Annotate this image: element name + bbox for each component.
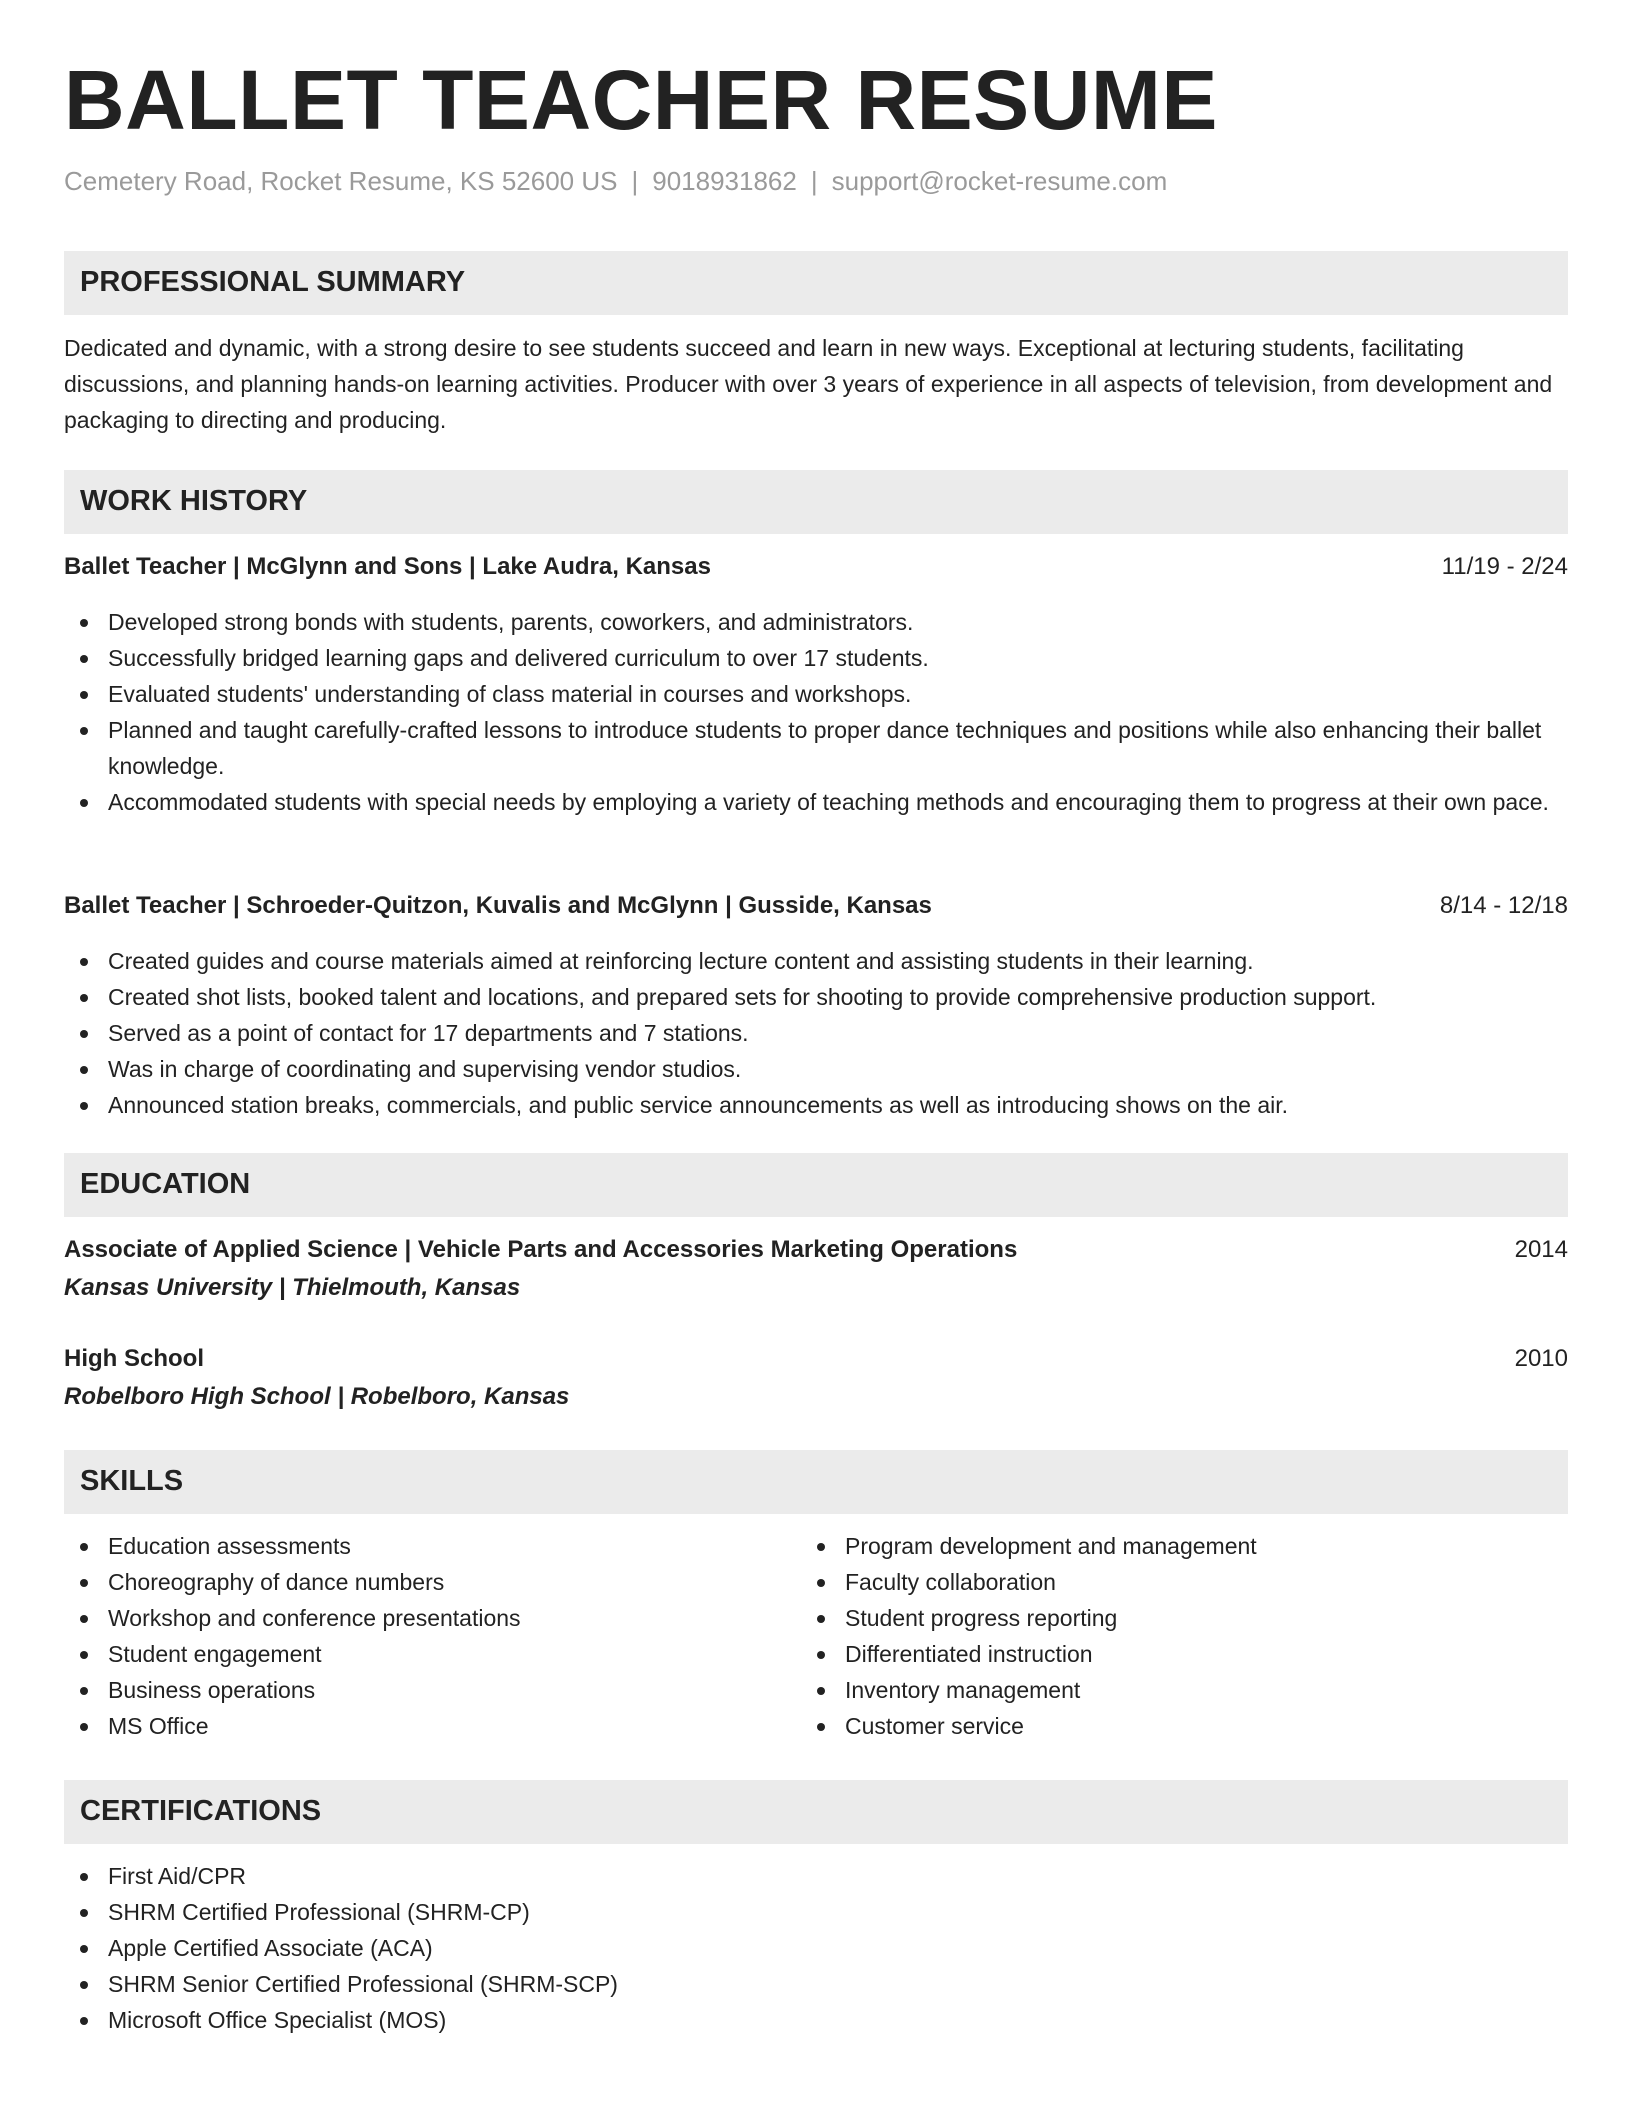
job-title: Ballet Teacher | Schroeder-Quitzon, Kuvalis and McGlynn | Gusside, Kansas (64, 892, 932, 919)
list-item: Accommodated students with special needs by employing a variety of teaching methods and encouraging them to progress at their own pace. (64, 784, 1568, 820)
list-item: Education assessments (64, 1528, 804, 1564)
list-item: MS Office (64, 1708, 804, 1744)
list-item: Choreography of dance numbers (64, 1564, 804, 1600)
list-item: Successfully bridged learning gaps and delivered curriculum to over 17 students. (64, 640, 1568, 676)
section-title-summary: PROFESSIONAL SUMMARY (80, 266, 466, 298)
education-year: 2010 (1514, 1345, 1568, 1372)
job-title: Ballet Teacher | McGlynn and Sons | Lake Audra, Kansas (64, 553, 711, 580)
list-item: Faculty collaboration (801, 1564, 1541, 1600)
section-header-summary (64, 251, 1568, 315)
education-entry-header (64, 1344, 1568, 1374)
list-item: Differentiated instruction (801, 1636, 1541, 1672)
list-item: Program development and management (801, 1528, 1541, 1564)
list-item: Apple Certified Associate (ACA) (64, 1930, 1568, 1966)
list-item: SHRM Certified Professional (SHRM-CP) (64, 1894, 1568, 1930)
list-item: Student engagement (64, 1636, 804, 1672)
section-header-education (64, 1153, 1568, 1217)
job-header (64, 891, 1568, 921)
education-year: 2014 (1514, 1236, 1568, 1263)
job-bullets (64, 943, 1568, 1123)
list-item: Workshop and conference presentations (64, 1600, 804, 1636)
certifications-list (64, 1858, 1568, 2038)
summary-text: Dedicated and dynamic, with a strong desire to see students succeed and learn in new ways. Exceptional at lecturing students, facilitating discussions, and planning hands-on learning activities. Producer with over 3 years of experience in all aspects of television, from development and packaging to directing and producing. (64, 335, 1553, 433)
contact-phone: 9018931862 (652, 166, 797, 196)
job-bullets (64, 604, 1568, 820)
list-item: SHRM Senior Certified Professional (SHRM-SCP) (64, 1966, 1568, 2002)
skills-list-right (801, 1528, 1541, 1744)
list-item: Microsoft Office Specialist (MOS) (64, 2002, 1568, 2038)
list-item: Customer service (801, 1708, 1541, 1744)
education-degree: Associate of Applied Science | Vehicle Parts and Accessories Marketing Operations (64, 1236, 1018, 1263)
section-header-skills (64, 1450, 1568, 1514)
education-school: Kansas University | Thielmouth, Kansas (64, 1274, 521, 1301)
list-item: Inventory management (801, 1672, 1541, 1708)
list-item: Evaluated students' understanding of class material in courses and workshops. (64, 676, 1568, 712)
job-dates: 11/19 - 2/24 (1441, 553, 1568, 580)
contact-address: Cemetery Road, Rocket Resume, KS 52600 US (64, 166, 618, 196)
list-item: Student progress reporting (801, 1600, 1541, 1636)
job-header (64, 552, 1568, 582)
section-title-certifications: CERTIFICATIONS (80, 1795, 322, 1827)
list-item: Planned and taught carefully-crafted lessons to introduce students to proper dance techniques and positions while also enhancing their ballet knowledge. (64, 712, 1568, 784)
list-item: Served as a point of contact for 17 departments and 7 stations. (64, 1015, 1568, 1051)
education-school: Robelboro High School | Robelboro, Kansas (64, 1383, 570, 1410)
skills-list-left (64, 1528, 804, 1744)
contact-separator: | (810, 166, 818, 196)
list-item: Created shot lists, booked talent and locations, and prepared sets for shooting to provide comprehensive production support. (64, 979, 1568, 1015)
contact-separator: | (631, 166, 639, 196)
list-item: Announced station breaks, commercials, and public service announcements as well as introducing shows on the air. (64, 1087, 1568, 1123)
list-item: Business operations (64, 1672, 804, 1708)
section-title-skills: SKILLS (80, 1465, 184, 1497)
section-header-work-history (64, 470, 1568, 534)
contact-email: support@rocket-resume.com (831, 166, 1168, 196)
education-degree: High School (64, 1345, 204, 1372)
education-entry-header (64, 1235, 1568, 1265)
list-item: Developed strong bonds with students, parents, coworkers, and administrators. (64, 604, 1568, 640)
section-title-education: EDUCATION (80, 1168, 251, 1200)
list-item: First Aid/CPR (64, 1858, 1568, 1894)
contact-line (64, 168, 1167, 194)
list-item: Was in charge of coordinating and supervising vendor studios. (64, 1051, 1568, 1087)
section-title-work-history: WORK HISTORY (80, 485, 308, 517)
section-header-certifications (64, 1780, 1568, 1844)
list-item: Created guides and course materials aimed at reinforcing lecture content and assisting students in their learning. (64, 943, 1568, 979)
resume-title: BALLET TEACHER RESUME (64, 53, 1218, 147)
job-dates: 8/14 - 12/18 (1439, 892, 1568, 919)
